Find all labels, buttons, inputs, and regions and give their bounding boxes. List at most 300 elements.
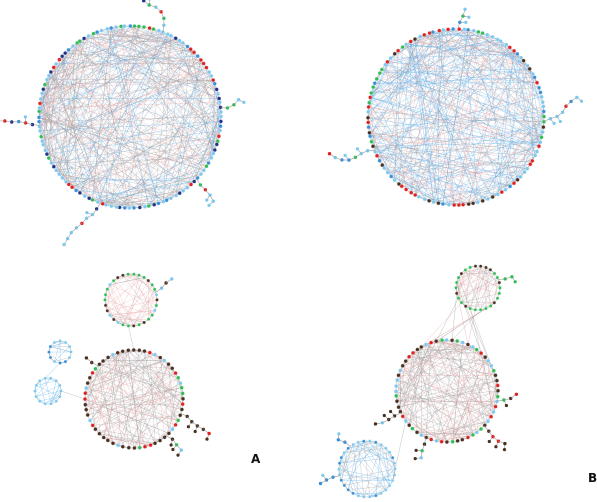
node [217,97,221,101]
node [132,348,136,352]
node [44,377,47,380]
node [393,473,396,476]
node [464,305,467,308]
node [174,423,178,427]
node [189,47,193,51]
node [393,52,397,56]
node [45,152,49,156]
node [153,353,157,357]
node [371,85,375,89]
node [378,159,382,163]
node [525,167,529,171]
node [541,100,545,104]
node [474,265,477,268]
node [91,424,95,428]
node [38,106,42,110]
node [39,135,43,139]
edge [176,38,218,141]
node [116,351,120,355]
satellite-node [559,120,562,123]
node [153,288,156,291]
node [174,371,178,375]
node [143,321,146,324]
satellite-node [337,432,340,435]
node [535,150,539,154]
node [55,400,58,403]
satellite-node [148,0,151,1]
node [528,67,532,71]
edge [155,433,169,443]
node [367,101,371,105]
node [357,494,360,497]
node [94,367,98,371]
node [515,52,519,56]
node [87,196,91,200]
node [537,86,541,90]
node [343,484,346,487]
node [423,197,427,201]
node [496,193,500,197]
satellite-node [242,101,245,104]
node [207,70,211,74]
node [539,91,543,95]
node [98,362,102,366]
satellite-node [420,456,423,459]
edge [50,343,65,347]
node [484,266,487,269]
node [44,402,47,405]
node [366,110,370,114]
node [137,25,141,29]
inter-network-link [452,293,457,340]
node [181,392,185,396]
node [413,37,417,41]
satellite-node [414,457,417,460]
node [147,204,151,208]
node [157,29,161,33]
node [389,175,393,179]
node [37,120,41,124]
node [83,397,87,401]
node [541,130,545,134]
node [362,495,365,498]
node [475,348,479,352]
node [112,279,115,282]
node [68,345,71,348]
node [395,399,399,403]
node [415,430,419,434]
node [114,25,118,29]
edge [340,475,393,481]
node [446,28,450,32]
node [192,50,196,54]
node [404,359,408,363]
node [542,110,546,114]
node [215,88,219,92]
node [419,345,423,349]
node [158,439,162,443]
node [461,203,465,207]
node [489,415,493,419]
node [105,27,109,31]
node [209,74,213,78]
node [424,343,428,347]
node [218,129,222,133]
node [466,436,470,440]
node [366,116,370,120]
satellite-node [510,275,513,278]
satellite-node [497,440,500,443]
node [496,297,499,300]
node [101,359,105,363]
satellite-node [553,122,556,125]
node [504,43,508,47]
node [43,149,47,153]
node [519,56,523,60]
node [219,115,223,119]
node [83,391,87,395]
node [143,276,146,279]
top-right-large-network-satellite-chain [328,147,375,162]
satellite-node [514,280,517,283]
node [479,265,482,268]
node [104,304,107,307]
node [500,190,504,194]
node [132,324,135,327]
node [391,479,394,482]
node [155,298,158,301]
node [45,78,49,82]
node [94,427,98,431]
node [476,200,480,204]
node [369,91,373,95]
node [494,373,498,377]
node [493,272,496,275]
node [451,440,455,444]
node [384,447,387,450]
satellite-node [515,393,518,396]
node [486,419,490,423]
node [86,413,90,417]
node [174,194,178,198]
satellite-node [467,16,470,19]
node [96,200,100,204]
node [496,395,500,399]
node [343,451,346,454]
node [167,362,171,366]
satellite-node [503,442,506,445]
node [467,202,471,206]
node [479,308,482,311]
node [368,131,372,135]
satellite-node [237,98,240,101]
node [169,34,173,38]
node [370,140,374,144]
node [455,281,458,284]
top-left-large-network-satellite-chain [62,203,100,246]
node [471,345,475,349]
node [133,446,137,450]
node [512,181,516,185]
satellite-node [319,482,322,485]
node [115,205,119,209]
node [375,154,379,158]
node [108,314,111,317]
node [523,170,527,174]
node [132,206,136,210]
node [219,110,223,114]
node [398,369,402,373]
node [495,379,499,383]
node [391,456,394,459]
node [174,36,178,40]
node [147,279,150,282]
node [149,443,153,447]
node [106,439,110,443]
bottom-left-dark-network-satellite-chain [166,436,183,457]
node [64,341,67,344]
node [416,348,420,352]
node [49,377,52,380]
node [38,379,41,382]
node [199,58,203,62]
node [60,54,64,58]
node [533,76,537,80]
node [35,384,38,387]
satellite-node [180,448,183,451]
node [491,35,495,39]
node [489,304,492,307]
node [179,381,183,385]
node [116,321,119,324]
node [213,148,217,152]
node [461,341,465,345]
edge [396,343,463,392]
node [481,199,485,203]
node [338,462,341,465]
node [133,24,137,28]
node [54,169,58,173]
node [388,484,391,487]
node [83,194,87,198]
node [519,175,523,179]
node [181,397,185,401]
node [219,120,223,124]
inter-network-link [128,326,133,350]
node [486,359,490,363]
node [492,369,496,373]
node [205,66,209,70]
edge [105,300,152,315]
node [185,186,189,190]
satellite-node [85,356,88,359]
top-left-large-network-satellite-chain [197,179,215,207]
node [69,350,72,353]
node [491,195,495,199]
node [489,268,492,271]
bottom-right-dark-network-satellite-chain [374,410,401,426]
node [82,37,86,41]
node [496,276,499,279]
node [216,92,220,96]
node [92,32,96,36]
node [53,341,56,344]
node [35,395,38,398]
node [155,293,158,296]
node [142,25,146,29]
node [362,440,365,443]
node [479,351,483,355]
node [111,441,115,445]
node [508,46,512,50]
node [167,432,171,436]
bottom-left-green-cluster-satellite-chain [156,277,174,292]
node [43,83,47,87]
node [445,440,449,444]
node [49,70,53,74]
node [217,134,221,138]
node [393,462,396,465]
node [181,402,185,406]
node [401,415,405,419]
node [202,168,206,172]
node [151,283,154,286]
node [475,431,479,435]
node [394,394,398,398]
node [522,59,526,63]
satellite-node [142,0,145,2]
satellite-node [196,424,199,427]
node [393,178,397,182]
inter-network-link [61,391,85,399]
node [437,201,441,205]
node [180,386,184,390]
node [176,376,180,380]
node [127,206,131,210]
node [192,180,196,184]
node [106,309,109,312]
node [163,435,167,439]
node [78,191,82,195]
node [404,43,408,47]
node [109,204,113,208]
inter-network-link [436,298,458,341]
node [58,395,61,398]
node [127,324,130,327]
node [396,49,400,53]
node [47,351,50,354]
node [429,341,433,345]
node [368,134,372,138]
node [121,349,125,353]
node [537,144,541,148]
node [378,71,382,75]
node [367,105,371,109]
node [371,144,375,148]
node [466,343,470,347]
node [137,274,140,277]
node [103,298,106,301]
satellite-node [464,21,467,24]
node [394,384,398,388]
node [49,345,52,348]
node [143,445,147,449]
node [394,390,398,394]
node [162,359,166,363]
satellite-node [207,204,210,207]
node [367,125,371,129]
satellite-node [356,147,359,150]
node [429,438,433,442]
edge [50,347,71,352]
node [70,185,74,189]
satellite-node [207,432,210,435]
node [38,129,42,133]
node [504,188,508,192]
node [337,468,340,471]
node [58,384,61,387]
node [389,56,393,60]
node [155,304,158,307]
node [55,379,58,382]
node [374,441,377,444]
node [493,301,496,304]
node [91,371,95,375]
node [104,293,107,296]
node [121,274,124,277]
node [111,353,115,357]
edge [135,26,192,184]
satellite-node [170,443,173,446]
node [50,161,54,165]
node [422,33,426,37]
node [404,419,408,423]
node [205,164,209,168]
node [397,182,401,186]
node [393,467,396,470]
node [472,29,476,33]
node [63,51,67,55]
edge [502,155,535,192]
node [452,203,456,207]
node [215,143,219,147]
bottom-right-dark-network-edges [396,340,498,442]
node [209,156,213,160]
node [212,152,216,156]
node [424,436,428,440]
edge [506,45,537,83]
node [407,423,411,427]
node [340,479,343,482]
node [52,66,56,70]
bottom-left-dark-network-satellite-chain [85,356,98,366]
node [38,400,41,403]
node [116,276,119,279]
node [84,386,88,390]
node [492,410,496,414]
node [479,427,483,431]
node [469,266,472,269]
bottom-right-green-cluster-satellite-chain [498,275,517,283]
node [366,121,370,125]
node [499,39,503,43]
node [496,389,500,393]
node [78,39,82,43]
node [373,81,377,85]
node [59,339,62,342]
node [352,443,355,446]
node [153,441,157,445]
